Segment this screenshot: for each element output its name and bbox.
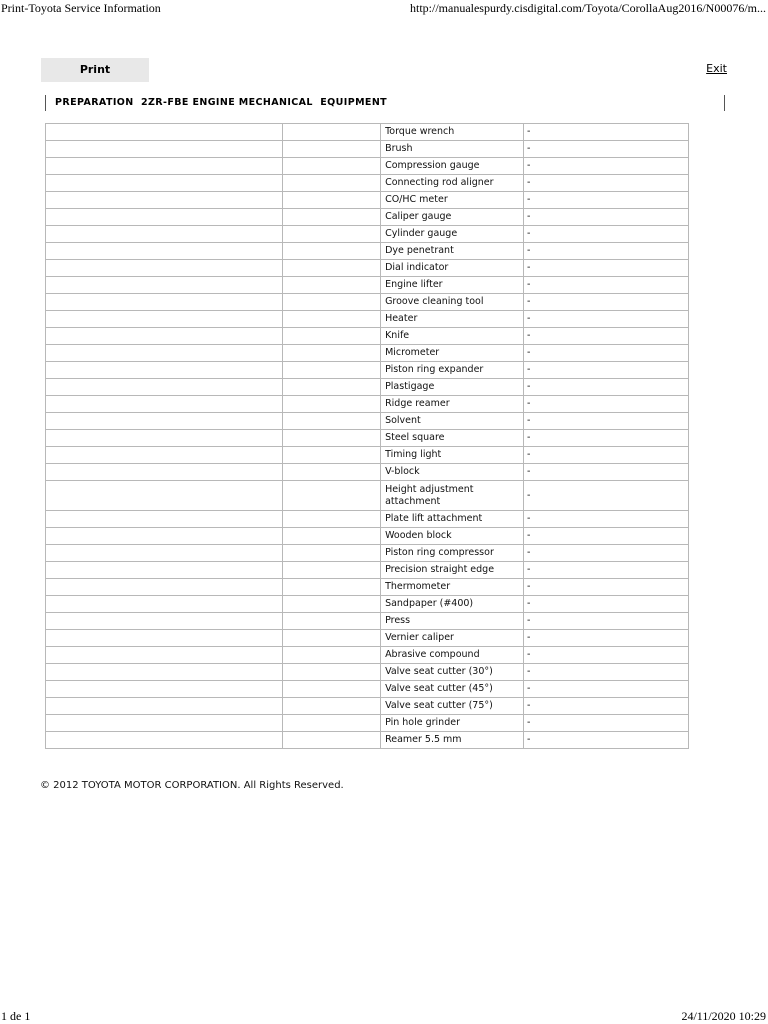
print-datetime: 24/11/2020 10:29	[681, 1009, 766, 1023]
equipment-name-cell: Cylinder gauge	[381, 226, 524, 243]
note-cell: -	[523, 311, 688, 328]
part-number-cell	[283, 124, 381, 141]
illustration-cell	[46, 613, 283, 630]
note-cell: -	[523, 294, 688, 311]
equipment-name-cell: Dye penetrant	[381, 243, 524, 260]
illustration-cell	[46, 596, 283, 613]
equipment-name-cell: Dial indicator	[381, 260, 524, 277]
part-number-cell	[283, 226, 381, 243]
note-cell: -	[523, 362, 688, 379]
equipment-name-cell: Heater	[381, 311, 524, 328]
illustration-cell	[46, 260, 283, 277]
part-number-cell	[283, 681, 381, 698]
illustration-cell	[46, 447, 283, 464]
table-row	[46, 141, 689, 158]
illustration-cell	[46, 277, 283, 294]
note-cell: -	[523, 579, 688, 596]
table-row	[46, 698, 689, 715]
note-cell: -	[523, 158, 688, 175]
table-row	[46, 311, 689, 328]
equipment-name-cell: Groove cleaning tool	[381, 294, 524, 311]
equipment-name-cell: Compression gauge	[381, 158, 524, 175]
note-cell: -	[523, 396, 688, 413]
table-row	[46, 715, 689, 732]
equipment-name-cell: Thermometer	[381, 579, 524, 596]
table-row	[46, 345, 689, 362]
equipment-name-cell: Timing light	[381, 447, 524, 464]
part-number-cell	[283, 396, 381, 413]
section-title-bar	[45, 95, 725, 111]
illustration-cell	[46, 345, 283, 362]
table-row	[46, 260, 689, 277]
part-number-cell	[283, 447, 381, 464]
part-number-cell	[283, 715, 381, 732]
section-title: PREPARATION 2ZR-FBE ENGINE MECHANICAL EQUIPMENT	[55, 97, 388, 108]
illustration-cell	[46, 192, 283, 209]
note-cell: -	[523, 192, 688, 209]
part-number-cell	[283, 545, 381, 562]
note-cell: -	[523, 328, 688, 345]
note-cell: -	[523, 613, 688, 630]
illustration-cell	[46, 511, 283, 528]
equipment-name-cell: Valve seat cutter (75°)	[381, 698, 524, 715]
toolbar	[39, 58, 729, 83]
equipment-name-cell: CO/HC meter	[381, 192, 524, 209]
note-cell: -	[523, 124, 688, 141]
note-cell: -	[523, 596, 688, 613]
part-number-cell	[283, 698, 381, 715]
table-row	[46, 681, 689, 698]
part-number-cell	[283, 579, 381, 596]
equipment-name-cell: Torque wrench	[381, 124, 524, 141]
illustration-cell	[46, 562, 283, 579]
equipment-name-cell: Sandpaper (#400)	[381, 596, 524, 613]
illustration-cell	[46, 243, 283, 260]
illustration-cell	[46, 715, 283, 732]
part-number-cell	[283, 511, 381, 528]
part-number-cell	[283, 647, 381, 664]
table-row	[46, 545, 689, 562]
table-row	[46, 732, 689, 749]
part-number-cell	[283, 277, 381, 294]
equipment-name-cell: Ridge reamer	[381, 396, 524, 413]
part-number-cell	[283, 613, 381, 630]
note-cell: -	[523, 413, 688, 430]
table-row	[46, 511, 689, 528]
equipment-name-cell: Connecting rod aligner	[381, 175, 524, 192]
equipment-name-cell: V-block	[381, 464, 524, 481]
copyright-notice: © 2012 TOYOTA MOTOR CORPORATION. All Rights Reserved.	[40, 780, 344, 791]
table-row	[46, 579, 689, 596]
table-row	[46, 430, 689, 447]
note-cell: -	[523, 209, 688, 226]
table-row	[46, 328, 689, 345]
equipment-name-cell: Engine lifter	[381, 277, 524, 294]
illustration-cell	[46, 226, 283, 243]
illustration-cell	[46, 481, 283, 511]
page-count: 1 de 1	[1, 1009, 31, 1023]
illustration-cell	[46, 430, 283, 447]
table-row	[46, 481, 689, 511]
illustration-cell	[46, 362, 283, 379]
part-number-cell	[283, 464, 381, 481]
table-row	[46, 396, 689, 413]
print-header	[0, 0, 768, 18]
part-number-cell	[283, 141, 381, 158]
note-cell: -	[523, 562, 688, 579]
illustration-cell	[46, 396, 283, 413]
illustration-cell	[46, 647, 283, 664]
part-number-cell	[283, 481, 381, 511]
note-cell: -	[523, 260, 688, 277]
equipment-name-cell: Steel square	[381, 430, 524, 447]
part-number-cell	[283, 664, 381, 681]
equipment-name-cell: Height adjustment attachment	[381, 481, 524, 511]
table-row	[46, 413, 689, 430]
illustration-cell	[46, 294, 283, 311]
part-number-cell	[283, 362, 381, 379]
part-number-cell	[283, 192, 381, 209]
equipment-name-cell: Reamer 5.5 mm	[381, 732, 524, 749]
illustration-cell	[46, 630, 283, 647]
table-row	[46, 447, 689, 464]
note-cell: -	[523, 511, 688, 528]
part-number-cell	[283, 175, 381, 192]
table-row	[46, 362, 689, 379]
illustration-cell	[46, 528, 283, 545]
note-cell: -	[523, 226, 688, 243]
part-number-cell	[283, 596, 381, 613]
illustration-cell	[46, 413, 283, 430]
note-cell: -	[523, 175, 688, 192]
note-cell: -	[523, 528, 688, 545]
print-footer	[0, 1008, 768, 1024]
note-cell: -	[523, 447, 688, 464]
equipment-name-cell: Solvent	[381, 413, 524, 430]
equipment-name-cell: Abrasive compound	[381, 647, 524, 664]
note-cell: -	[523, 345, 688, 362]
equipment-name-cell: Knife	[381, 328, 524, 345]
note-cell: -	[523, 681, 688, 698]
equipment-name-cell: Pin hole grinder	[381, 715, 524, 732]
equipment-name-cell: Vernier caliper	[381, 630, 524, 647]
part-number-cell	[283, 243, 381, 260]
table-row	[46, 192, 689, 209]
part-number-cell	[283, 528, 381, 545]
exit-link[interactable]: Exit	[706, 62, 727, 75]
equipment-name-cell: Valve seat cutter (45°)	[381, 681, 524, 698]
note-cell: -	[523, 732, 688, 749]
note-cell: -	[523, 243, 688, 260]
table-row	[46, 664, 689, 681]
table-row	[46, 596, 689, 613]
document-title: Print-Toyota Service Information	[1, 1, 161, 15]
table-row	[46, 379, 689, 396]
note-cell: -	[523, 379, 688, 396]
note-cell: -	[523, 664, 688, 681]
illustration-cell	[46, 175, 283, 192]
table-row	[46, 562, 689, 579]
table-row	[46, 613, 689, 630]
table-row	[46, 124, 689, 141]
part-number-cell	[283, 294, 381, 311]
illustration-cell	[46, 732, 283, 749]
illustration-cell	[46, 698, 283, 715]
note-cell: -	[523, 277, 688, 294]
equipment-name-cell: Plate lift attachment	[381, 511, 524, 528]
table-row	[46, 528, 689, 545]
equipment-table-body	[46, 124, 689, 749]
table-row	[46, 294, 689, 311]
table-row	[46, 277, 689, 294]
illustration-cell	[46, 545, 283, 562]
print-button[interactable]: Print	[41, 58, 149, 82]
illustration-cell	[46, 124, 283, 141]
note-cell: -	[523, 698, 688, 715]
note-cell: -	[523, 630, 688, 647]
note-cell: -	[523, 647, 688, 664]
equipment-name-cell: Piston ring compressor	[381, 545, 524, 562]
equipment-name-cell: Brush	[381, 141, 524, 158]
part-number-cell	[283, 732, 381, 749]
part-number-cell	[283, 328, 381, 345]
part-number-cell	[283, 430, 381, 447]
equipment-name-cell: Piston ring expander	[381, 362, 524, 379]
illustration-cell	[46, 681, 283, 698]
equipment-name-cell: Valve seat cutter (30°)	[381, 664, 524, 681]
part-number-cell	[283, 630, 381, 647]
part-number-cell	[283, 158, 381, 175]
table-row	[46, 158, 689, 175]
table-row	[46, 226, 689, 243]
equipment-name-cell: Caliper gauge	[381, 209, 524, 226]
table-row	[46, 243, 689, 260]
illustration-cell	[46, 328, 283, 345]
illustration-cell	[46, 311, 283, 328]
part-number-cell	[283, 345, 381, 362]
table-row	[46, 647, 689, 664]
equipment-name-cell: Plastigage	[381, 379, 524, 396]
equipment-table	[45, 123, 689, 749]
note-cell: -	[523, 141, 688, 158]
equipment-name-cell: Micrometer	[381, 345, 524, 362]
illustration-cell	[46, 158, 283, 175]
note-cell: -	[523, 430, 688, 447]
note-cell: -	[523, 481, 688, 511]
table-row	[46, 175, 689, 192]
part-number-cell	[283, 260, 381, 277]
equipment-name-cell: Precision straight edge	[381, 562, 524, 579]
illustration-cell	[46, 379, 283, 396]
table-row	[46, 209, 689, 226]
illustration-cell	[46, 141, 283, 158]
illustration-cell	[46, 464, 283, 481]
table-row	[46, 630, 689, 647]
part-number-cell	[283, 413, 381, 430]
illustration-cell	[46, 579, 283, 596]
part-number-cell	[283, 209, 381, 226]
illustration-cell	[46, 209, 283, 226]
illustration-cell	[46, 664, 283, 681]
part-number-cell	[283, 311, 381, 328]
note-cell: -	[523, 545, 688, 562]
equipment-name-cell: Press	[381, 613, 524, 630]
note-cell: -	[523, 715, 688, 732]
equipment-name-cell: Wooden block	[381, 528, 524, 545]
part-number-cell	[283, 562, 381, 579]
table-row	[46, 464, 689, 481]
note-cell: -	[523, 464, 688, 481]
document-url: http://manualespurdy.cisdigital.com/Toyota/CorollaAug2016/N00076/m...	[409, 1, 766, 15]
part-number-cell	[283, 379, 381, 396]
